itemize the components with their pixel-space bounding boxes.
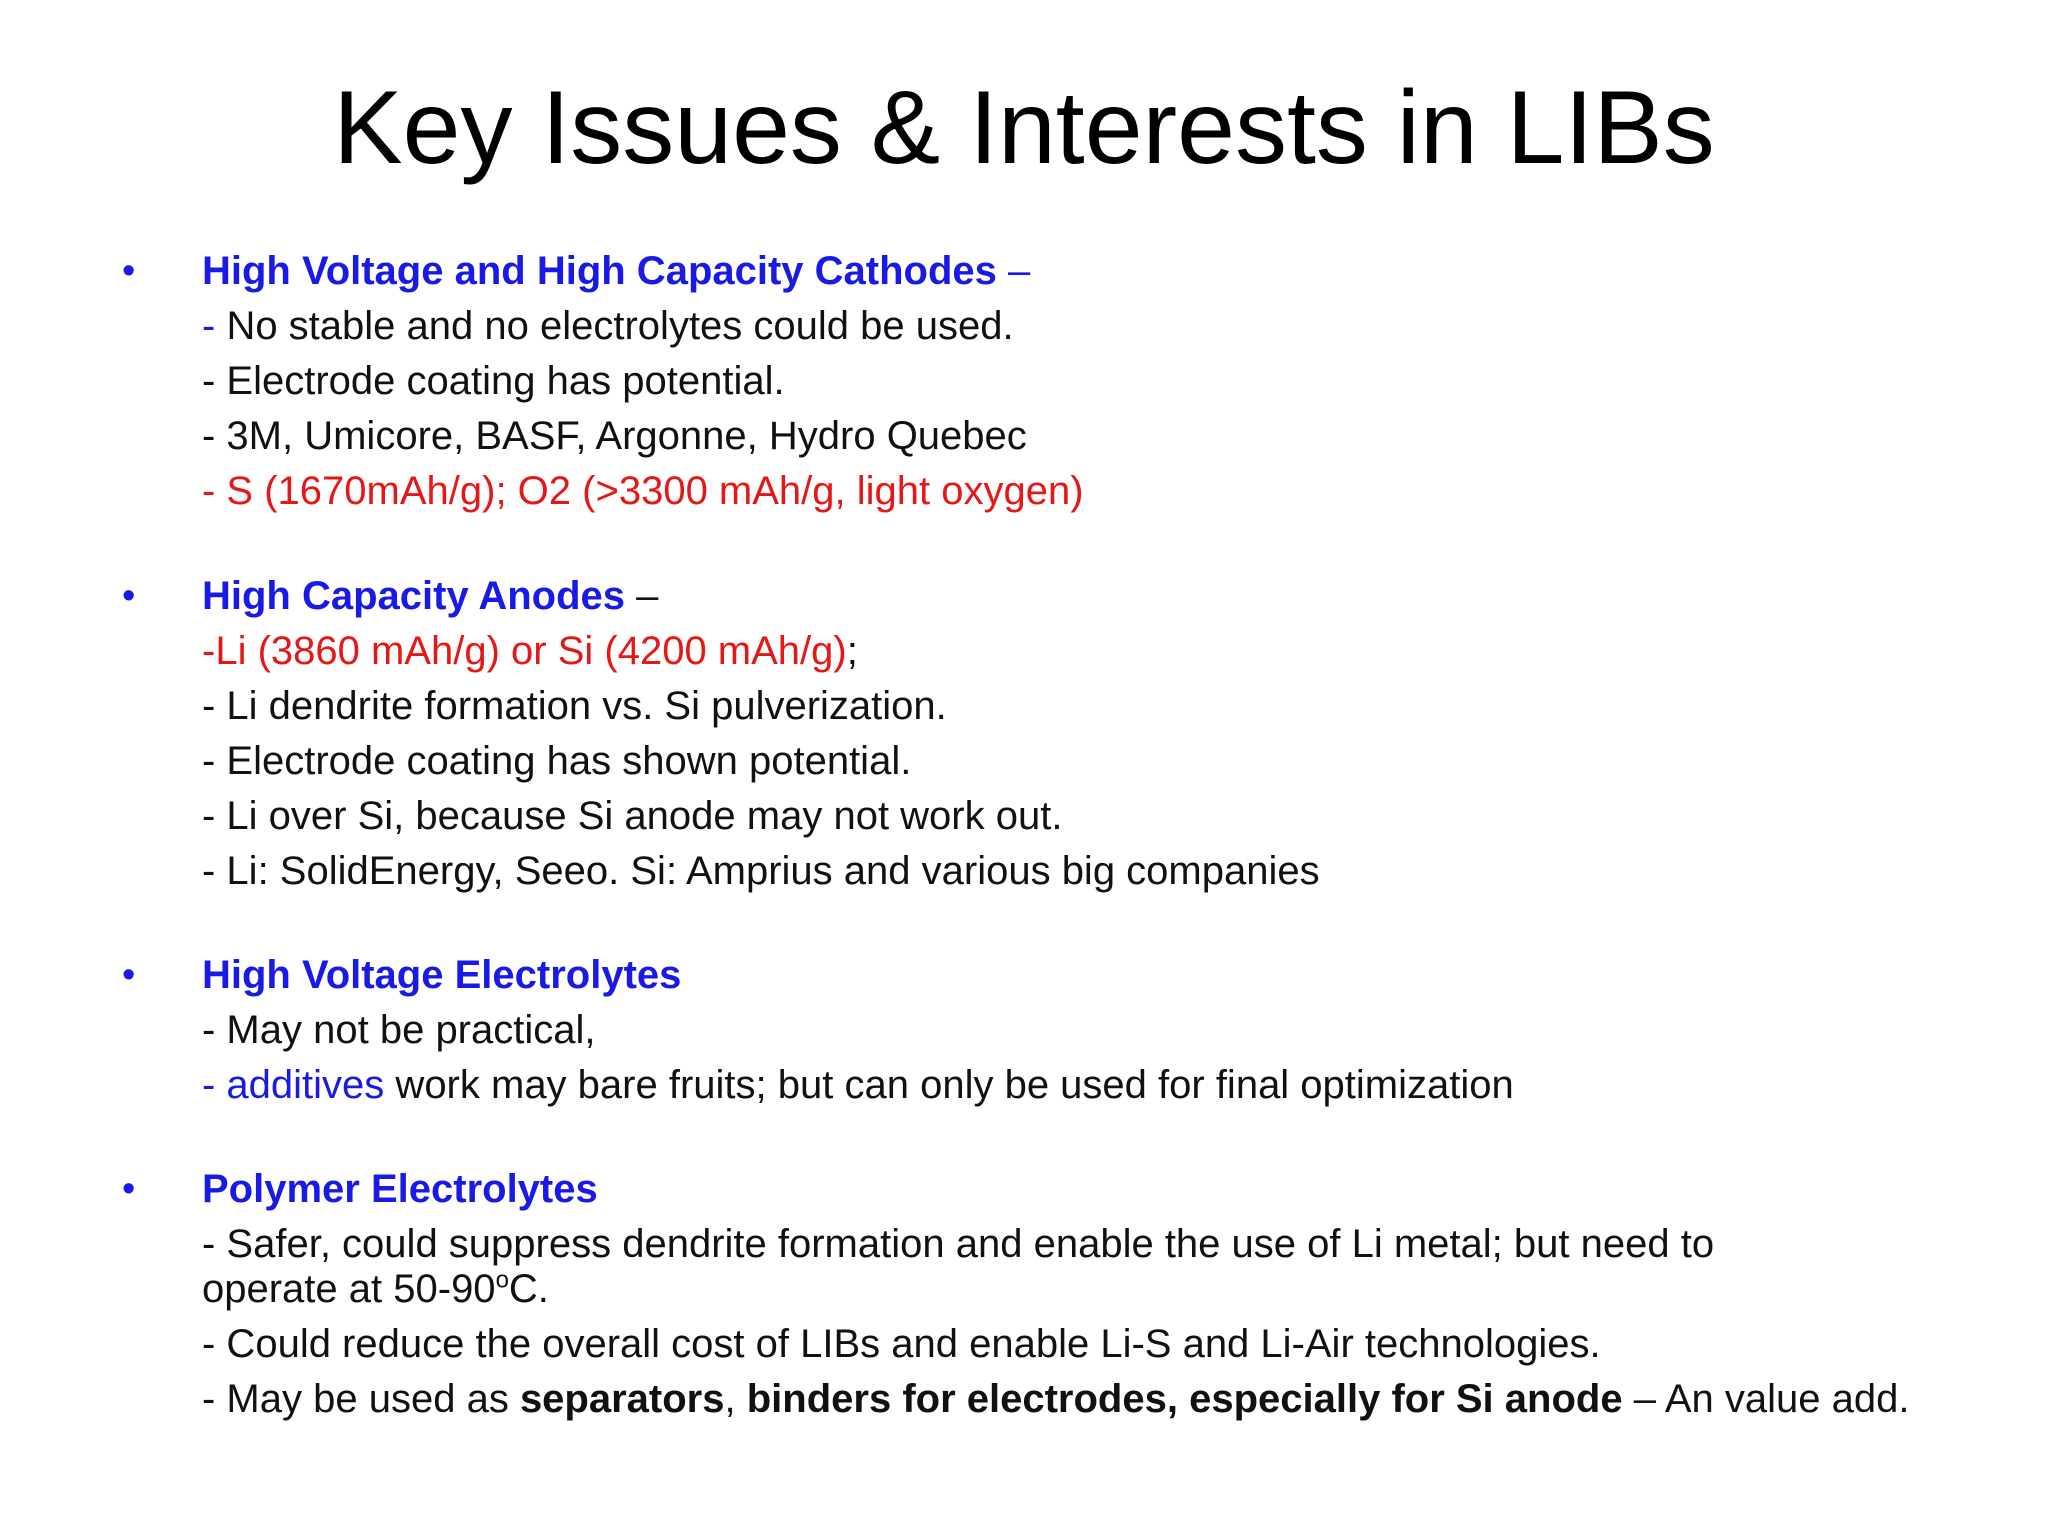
list-item: - May not be practical,	[202, 1008, 596, 1052]
section-heading	[202, 569, 2002, 624]
item-text-highlight: -Li (3860 mAh/g) or Si (4200 mAh/g)	[202, 629, 847, 673]
section-body	[202, 948, 2002, 1113]
list-item: - 3M, Umicore, BASF, Argonne, Hydro Quebec	[202, 414, 1027, 458]
list-item: - Electrode coating has shown potential.	[202, 739, 912, 783]
bullet-icon: •	[122, 954, 136, 996]
list-item	[202, 1217, 1842, 1317]
section-heading	[202, 1162, 2002, 1217]
section-body	[202, 244, 2002, 519]
heading-text: High Voltage Electrolytes	[202, 953, 682, 997]
item-text-tail: – An value add.	[1622, 1377, 1910, 1421]
item-text-mid: ,	[724, 1377, 747, 1421]
bullet-icon: •	[122, 250, 136, 292]
item-text-bold: separators	[519, 1377, 725, 1421]
list-item	[202, 299, 2002, 354]
heading-text: Polymer Electrolytes	[202, 1167, 598, 1211]
heading-text: High Voltage and High Capacity Cathodes	[202, 249, 997, 293]
item-text-blue: - additives	[202, 1063, 385, 1107]
bullet-icon: •	[122, 575, 136, 617]
item-text-tail: ;	[846, 629, 858, 673]
item-text-tail: C.	[508, 1267, 549, 1311]
item-text: - Safer, could suppress dendrite formation and enable the use of Li metal; but need to operate at 50-90	[202, 1222, 1715, 1311]
item-text-pre: - May be used as	[202, 1377, 520, 1421]
item-text-bold: binders for electrodes, especially for Si anode	[746, 1377, 1623, 1421]
section-body	[202, 569, 2002, 899]
section-heading	[202, 244, 2002, 299]
list-item	[202, 1058, 2002, 1113]
list-item-highlight: - S (1670mAh/g); O2 (>3300 mAh/g, light oxygen)	[202, 469, 1084, 513]
dash-prefix: -	[202, 304, 227, 348]
slide-title: Key Issues & Interests in LIBs	[333, 70, 1715, 186]
section-heading	[202, 948, 2002, 1003]
list-item: - Li dendrite formation vs. Si pulverization.	[202, 684, 947, 728]
heading-suffix: –	[996, 249, 1031, 293]
bullet-icon: •	[122, 1168, 136, 1210]
list-item: - Li over Si, because Si anode may not work out.	[202, 794, 1063, 838]
list-item	[202, 1372, 2002, 1427]
heading-suffix: –	[625, 574, 659, 618]
degree-superscript: o	[495, 1266, 509, 1294]
list-item	[202, 624, 2002, 679]
list-item: - Li: SolidEnergy, Seeo. Si: Amprius and various big companies	[202, 849, 1320, 893]
item-text: No stable and no electrolytes could be used.	[226, 304, 1014, 348]
section-body	[202, 1162, 2002, 1427]
item-text-tail: work may bare fruits; but can only be used for final optimization	[384, 1063, 1514, 1107]
list-item: - Electrode coating has potential.	[202, 359, 785, 403]
heading-text: High Capacity Anodes	[202, 574, 626, 618]
list-item: - Could reduce the overall cost of LIBs and enable Li-S and Li-Air technologies.	[202, 1322, 1601, 1366]
